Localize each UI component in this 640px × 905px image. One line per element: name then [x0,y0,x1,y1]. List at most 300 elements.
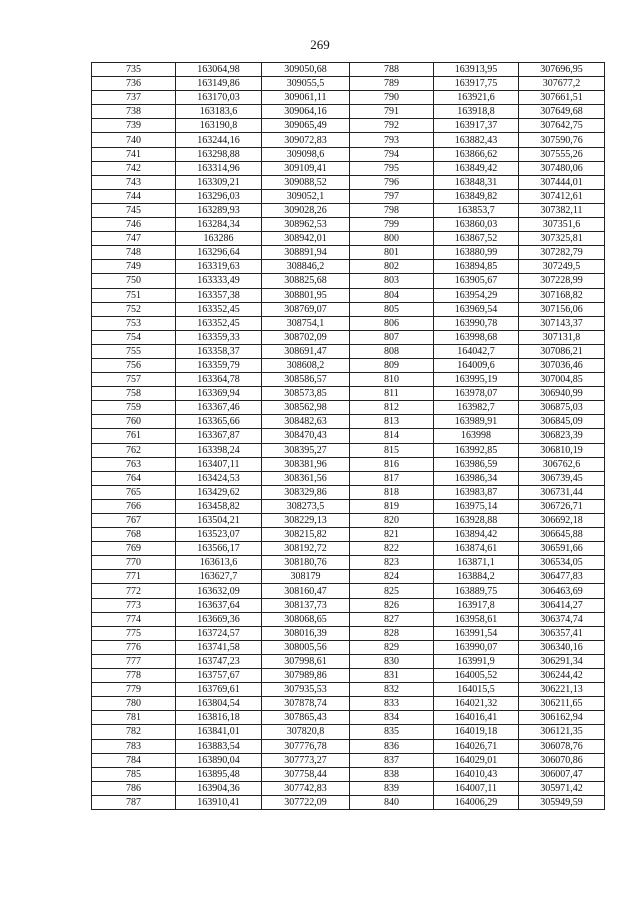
table-cell-x-coordinate: 163895,48 [176,767,262,781]
table-cell-y-coordinate: 308005,56 [262,640,350,654]
table-cell-y-coordinate: 308754,1 [262,316,350,330]
table-cell-point-number: 797 [350,189,434,203]
table-cell-x-coordinate: 163357,38 [176,288,262,302]
page-number: 269 [310,37,330,52]
table-cell-y-coordinate: 306726,71 [519,499,605,513]
table-cell-x-coordinate: 163921,6 [434,91,519,105]
table-cell-point-number: 814 [350,429,434,443]
table-cell-y-coordinate: 306477,83 [519,570,605,584]
table-cell-y-coordinate: 309098,6 [262,147,350,161]
table-cell-y-coordinate: 309064,16 [262,105,350,119]
table-cell-x-coordinate: 163905,67 [434,274,519,288]
table-cell-y-coordinate: 308381,96 [262,457,350,471]
table-cell-point-number: 834 [350,711,434,725]
table-cell-x-coordinate: 164015,5 [434,683,519,697]
table-cell-x-coordinate: 163333,49 [176,274,262,288]
table-cell-y-coordinate: 308180,76 [262,556,350,570]
table-cell-point-number: 747 [92,232,176,246]
table-cell-y-coordinate: 307325,81 [519,232,605,246]
table-cell-y-coordinate: 308395,27 [262,443,350,457]
table-cell-point-number: 793 [350,133,434,147]
table-cell-y-coordinate: 306007,47 [519,767,605,781]
table-cell-y-coordinate: 308702,09 [262,330,350,344]
table-cell-y-coordinate: 306692,18 [519,514,605,528]
table-cell-y-coordinate: 309072,83 [262,133,350,147]
table-cell-point-number: 786 [92,781,176,795]
table-cell-x-coordinate: 163884,2 [434,570,519,584]
table-cell-x-coordinate: 163289,93 [176,203,262,217]
table-cell-x-coordinate: 163669,36 [176,612,262,626]
table-row [92,795,605,809]
table-cell-y-coordinate: 306070,86 [519,753,605,767]
table-row [92,781,605,795]
table-cell-x-coordinate: 163990,78 [434,316,519,330]
table-cell-point-number: 838 [350,767,434,781]
table-row [92,542,605,556]
table-cell-y-coordinate: 308482,63 [262,415,350,429]
table-cell-x-coordinate: 163991,54 [434,626,519,640]
table-cell-point-number: 807 [350,330,434,344]
table-cell-y-coordinate: 306823,39 [519,429,605,443]
table-cell-y-coordinate: 306244,42 [519,669,605,683]
table-cell-x-coordinate: 164006,29 [434,795,519,809]
table-cell-x-coordinate: 163523,07 [176,528,262,542]
table-cell-point-number: 761 [92,429,176,443]
table-cell-x-coordinate: 163989,91 [434,415,519,429]
table-cell-y-coordinate: 307282,79 [519,246,605,260]
table-row [92,77,605,91]
table-cell-x-coordinate: 163958,61 [434,612,519,626]
table-row [92,654,605,668]
table-cell-y-coordinate: 307382,11 [519,203,605,217]
table-cell-y-coordinate: 307555,26 [519,147,605,161]
table-cell-point-number: 832 [350,683,434,697]
table-cell-y-coordinate: 308179 [262,570,350,584]
table-cell-y-coordinate: 307590,76 [519,133,605,147]
table-row [92,429,605,443]
table-cell-point-number: 822 [350,542,434,556]
table-cell-point-number: 769 [92,542,176,556]
table-cell-y-coordinate: 307036,46 [519,358,605,372]
table-cell-point-number: 770 [92,556,176,570]
table-cell-point-number: 783 [92,739,176,753]
table-cell-x-coordinate: 163998,68 [434,330,519,344]
table-cell-point-number: 749 [92,260,176,274]
table-cell-x-coordinate: 163860,03 [434,218,519,232]
table-cell-x-coordinate: 163918,8 [434,105,519,119]
table-cell-point-number: 750 [92,274,176,288]
table-cell-x-coordinate: 163917,37 [434,119,519,133]
table-cell-x-coordinate: 163983,87 [434,485,519,499]
table-cell-x-coordinate: 163917,8 [434,598,519,612]
table-cell-x-coordinate: 163883,54 [176,739,262,753]
table-cell-point-number: 812 [350,401,434,415]
table-cell-point-number: 811 [350,387,434,401]
table-cell-x-coordinate: 163849,82 [434,189,519,203]
table-cell-x-coordinate: 163894,85 [434,260,519,274]
table-cell-x-coordinate: 164029,01 [434,753,519,767]
table-cell-x-coordinate: 163991,9 [434,654,519,668]
table-cell-point-number: 806 [350,316,434,330]
table-cell-y-coordinate: 308562,98 [262,401,350,415]
table-cell-point-number: 839 [350,781,434,795]
table-cell-y-coordinate: 307677,2 [519,77,605,91]
table-cell-y-coordinate: 306591,66 [519,542,605,556]
table-cell-x-coordinate: 163904,36 [176,781,262,795]
table-cell-x-coordinate: 163769,61 [176,683,262,697]
table-cell-y-coordinate: 308273,5 [262,499,350,513]
table-cell-x-coordinate: 164009,6 [434,358,519,372]
table-cell-point-number: 803 [350,274,434,288]
table-cell-y-coordinate: 306534,05 [519,556,605,570]
table-cell-y-coordinate: 309109,41 [262,161,350,175]
table-row [92,344,605,358]
table-cell-point-number: 813 [350,415,434,429]
table-row [92,147,605,161]
table-cell-x-coordinate: 163632,09 [176,584,262,598]
table-cell-point-number: 771 [92,570,176,584]
table-cell-x-coordinate: 163367,87 [176,429,262,443]
table-cell-point-number: 792 [350,119,434,133]
table-cell-x-coordinate: 163890,04 [176,753,262,767]
table-cell-point-number: 785 [92,767,176,781]
table-cell-point-number: 763 [92,457,176,471]
table-cell-point-number: 809 [350,358,434,372]
table-cell-y-coordinate: 306221,13 [519,683,605,697]
table-cell-point-number: 740 [92,133,176,147]
table-row [92,415,605,429]
table-row [92,514,605,528]
table-cell-point-number: 787 [92,795,176,809]
table-row [92,584,605,598]
table-cell-x-coordinate: 163613,6 [176,556,262,570]
table-cell-x-coordinate: 163741,58 [176,640,262,654]
table-cell-y-coordinate: 307351,6 [519,218,605,232]
table-cell-x-coordinate: 163874,61 [434,542,519,556]
table-cell-y-coordinate: 306762,6 [519,457,605,471]
table-cell-x-coordinate: 163504,21 [176,514,262,528]
table-cell-x-coordinate: 163365,66 [176,415,262,429]
table-cell-y-coordinate: 307661,51 [519,91,605,105]
table-cell-x-coordinate: 163841,01 [176,725,262,739]
table-cell-x-coordinate: 163352,45 [176,302,262,316]
table-cell-x-coordinate: 163871,1 [434,556,519,570]
table-cell-y-coordinate: 305971,42 [519,781,605,795]
table-cell-x-coordinate: 163367,46 [176,401,262,415]
table-cell-x-coordinate: 163627,7 [176,570,262,584]
table-row [92,175,605,189]
table-cell-point-number: 754 [92,330,176,344]
table-cell-y-coordinate: 309055,5 [262,77,350,91]
table-cell-x-coordinate: 163975,14 [434,499,519,513]
table-cell-y-coordinate: 307412,61 [519,189,605,203]
table-cell-x-coordinate: 163314,96 [176,161,262,175]
table-cell-y-coordinate: 308016,39 [262,626,350,640]
table-row [92,119,605,133]
table-cell-x-coordinate: 163458,82 [176,499,262,513]
table-cell-point-number: 736 [92,77,176,91]
table-cell-x-coordinate: 163804,54 [176,697,262,711]
table-cell-y-coordinate: 307773,27 [262,753,350,767]
table-cell-point-number: 804 [350,288,434,302]
table-row [92,218,605,232]
table-cell-x-coordinate: 164019,18 [434,725,519,739]
table-cell-y-coordinate: 308891,94 [262,246,350,260]
table-cell-point-number: 745 [92,203,176,217]
table-cell-y-coordinate: 307444,01 [519,175,605,189]
table-row [92,570,605,584]
table-cell-point-number: 782 [92,725,176,739]
table-cell-y-coordinate: 309088,52 [262,175,350,189]
table-cell-point-number: 757 [92,373,176,387]
table-cell-y-coordinate: 307004,85 [519,373,605,387]
table-row [92,485,605,499]
table-row [92,753,605,767]
table-cell-point-number: 739 [92,119,176,133]
table-cell-x-coordinate: 163296,03 [176,189,262,203]
table-cell-y-coordinate: 306810,19 [519,443,605,457]
table-cell-y-coordinate: 306940,99 [519,387,605,401]
table-cell-point-number: 753 [92,316,176,330]
table-cell-y-coordinate: 307722,09 [262,795,350,809]
table-cell-point-number: 758 [92,387,176,401]
table-cell-point-number: 824 [350,570,434,584]
table-cell-x-coordinate: 163064,98 [176,63,262,77]
table-cell-point-number: 765 [92,485,176,499]
table-cell-y-coordinate: 307480,06 [519,161,605,175]
table-cell-x-coordinate: 163882,43 [434,133,519,147]
table-cell-x-coordinate: 164021,32 [434,697,519,711]
table-cell-x-coordinate: 163992,85 [434,443,519,457]
table-cell-y-coordinate: 306374,74 [519,612,605,626]
table-cell-y-coordinate: 306731,44 [519,485,605,499]
table-cell-point-number: 764 [92,471,176,485]
table-cell-point-number: 827 [350,612,434,626]
table-cell-y-coordinate: 307156,06 [519,302,605,316]
table-cell-y-coordinate: 308846,2 [262,260,350,274]
table-cell-x-coordinate: 163359,33 [176,330,262,344]
table-cell-point-number: 738 [92,105,176,119]
table-row [92,260,605,274]
table-cell-x-coordinate: 163986,34 [434,471,519,485]
table-cell-x-coordinate: 164007,11 [434,781,519,795]
table-cell-point-number: 766 [92,499,176,513]
table-cell-point-number: 790 [350,91,434,105]
table-cell-x-coordinate: 163284,34 [176,218,262,232]
table-row [92,373,605,387]
table-cell-y-coordinate: 308691,47 [262,344,350,358]
table-cell-point-number: 744 [92,189,176,203]
table-cell-point-number: 781 [92,711,176,725]
table-cell-x-coordinate: 163296,64 [176,246,262,260]
table-cell-y-coordinate: 307989,86 [262,669,350,683]
table-row [92,232,605,246]
table-cell-x-coordinate: 163995,19 [434,373,519,387]
table-cell-x-coordinate: 164026,71 [434,739,519,753]
table-cell-x-coordinate: 163816,18 [176,711,262,725]
table-cell-point-number: 791 [350,105,434,119]
table-cell-point-number: 801 [350,246,434,260]
table-cell-point-number: 815 [350,443,434,457]
table-cell-x-coordinate: 163889,75 [434,584,519,598]
table-cell-y-coordinate: 307742,83 [262,781,350,795]
table-cell-y-coordinate: 308215,82 [262,528,350,542]
table-cell-point-number: 780 [92,697,176,711]
table-cell-x-coordinate: 163928,88 [434,514,519,528]
table-cell-point-number: 796 [350,175,434,189]
table-cell-y-coordinate: 306845,09 [519,415,605,429]
table-cell-point-number: 774 [92,612,176,626]
table-cell-point-number: 779 [92,683,176,697]
table-cell-x-coordinate: 163849,42 [434,161,519,175]
table-cell-x-coordinate: 163866,62 [434,147,519,161]
table-row [92,767,605,781]
table-cell-y-coordinate: 306291,34 [519,654,605,668]
table-cell-point-number: 748 [92,246,176,260]
table-cell-y-coordinate: 307758,44 [262,767,350,781]
table-cell-point-number: 776 [92,640,176,654]
table-cell-x-coordinate: 164005,52 [434,669,519,683]
coordinates-table [91,62,605,810]
table-cell-point-number: 778 [92,669,176,683]
table-cell-point-number: 737 [92,91,176,105]
table-cell-point-number: 768 [92,528,176,542]
table-row [92,105,605,119]
table-cell-x-coordinate: 163913,95 [434,63,519,77]
table-cell-y-coordinate: 307649,68 [519,105,605,119]
table-cell-point-number: 746 [92,218,176,232]
table-cell-y-coordinate: 307086,21 [519,344,605,358]
table-cell-x-coordinate: 163978,07 [434,387,519,401]
table-cell-y-coordinate: 308769,07 [262,302,350,316]
table-cell-x-coordinate: 163149,86 [176,77,262,91]
table-row [92,401,605,415]
table-cell-x-coordinate: 163998 [434,429,519,443]
table-row [92,443,605,457]
table-cell-point-number: 835 [350,725,434,739]
table-row [92,63,605,77]
table-cell-y-coordinate: 307228,99 [519,274,605,288]
table-cell-y-coordinate: 306645,88 [519,528,605,542]
table-cell-point-number: 752 [92,302,176,316]
table-cell-point-number: 756 [92,358,176,372]
table-cell-point-number: 794 [350,147,434,161]
table-cell-point-number: 829 [350,640,434,654]
table-cell-point-number: 830 [350,654,434,668]
table-cell-x-coordinate: 163867,52 [434,232,519,246]
table-cell-point-number: 800 [350,232,434,246]
table-row [92,725,605,739]
table-row [92,330,605,344]
table-cell-x-coordinate: 163298,88 [176,147,262,161]
table-cell-point-number: 775 [92,626,176,640]
table-cell-point-number: 823 [350,556,434,570]
table-cell-y-coordinate: 306340,16 [519,640,605,654]
table-cell-y-coordinate: 307696,95 [519,63,605,77]
table-cell-y-coordinate: 308942,01 [262,232,350,246]
table-cell-point-number: 759 [92,401,176,415]
table-row [92,288,605,302]
table-cell-y-coordinate: 307143,37 [519,316,605,330]
table-cell-y-coordinate: 308470,43 [262,429,350,443]
table-cell-y-coordinate: 309065,49 [262,119,350,133]
table-cell-y-coordinate: 308192,72 [262,542,350,556]
table-cell-x-coordinate: 163566,17 [176,542,262,556]
table-cell-x-coordinate: 163986,59 [434,457,519,471]
table-cell-point-number: 836 [350,739,434,753]
table-cell-point-number: 743 [92,175,176,189]
table-cell-point-number: 742 [92,161,176,175]
table-cell-point-number: 755 [92,344,176,358]
table-cell-x-coordinate: 163880,99 [434,246,519,260]
table-cell-y-coordinate: 305949,59 [519,795,605,809]
table-cell-y-coordinate: 308329,86 [262,485,350,499]
table-cell-point-number: 762 [92,443,176,457]
table-cell-y-coordinate: 306463,69 [519,584,605,598]
table-row [92,556,605,570]
table-cell-x-coordinate: 163757,67 [176,669,262,683]
table-cell-y-coordinate: 307131,8 [519,330,605,344]
table-cell-y-coordinate: 308229,13 [262,514,350,528]
table-cell-y-coordinate: 308137,73 [262,598,350,612]
table-cell-y-coordinate: 309028,26 [262,203,350,217]
table-cell-y-coordinate: 306357,41 [519,626,605,640]
table-cell-x-coordinate: 163183,6 [176,105,262,119]
table-cell-x-coordinate: 163170,03 [176,91,262,105]
table-row [92,457,605,471]
table-row [92,203,605,217]
table-cell-y-coordinate: 307878,74 [262,697,350,711]
table-cell-y-coordinate: 308068,65 [262,612,350,626]
table-cell-point-number: 833 [350,697,434,711]
table-cell-y-coordinate: 308361,56 [262,471,350,485]
table-cell-point-number: 784 [92,753,176,767]
table-cell-x-coordinate: 163359,79 [176,358,262,372]
table-cell-point-number: 802 [350,260,434,274]
table-row [92,358,605,372]
table-cell-y-coordinate: 307642,75 [519,119,605,133]
table-cell-point-number: 818 [350,485,434,499]
table-cell-x-coordinate: 163364,78 [176,373,262,387]
table-row [92,133,605,147]
table-cell-point-number: 817 [350,471,434,485]
table-cell-x-coordinate: 163990,07 [434,640,519,654]
table-cell-point-number: 820 [350,514,434,528]
table-cell-y-coordinate: 309052,1 [262,189,350,203]
table-cell-x-coordinate: 163982,7 [434,401,519,415]
table-row [92,189,605,203]
table-row [92,387,605,401]
table-cell-point-number: 741 [92,147,176,161]
table-cell-x-coordinate: 163910,41 [176,795,262,809]
table-row [92,626,605,640]
table-row [92,640,605,654]
table-cell-x-coordinate: 163424,53 [176,471,262,485]
table-cell-x-coordinate: 163398,24 [176,443,262,457]
table-row [92,316,605,330]
table-row [92,711,605,725]
table-row [92,528,605,542]
table-cell-x-coordinate: 163352,45 [176,316,262,330]
table-cell-point-number: 795 [350,161,434,175]
table-cell-point-number: 788 [350,63,434,77]
table-cell-x-coordinate: 163309,21 [176,175,262,189]
table-cell-y-coordinate: 309050,68 [262,63,350,77]
table-cell-point-number: 751 [92,288,176,302]
table-cell-x-coordinate: 163747,23 [176,654,262,668]
table-cell-point-number: 826 [350,598,434,612]
table-row [92,697,605,711]
